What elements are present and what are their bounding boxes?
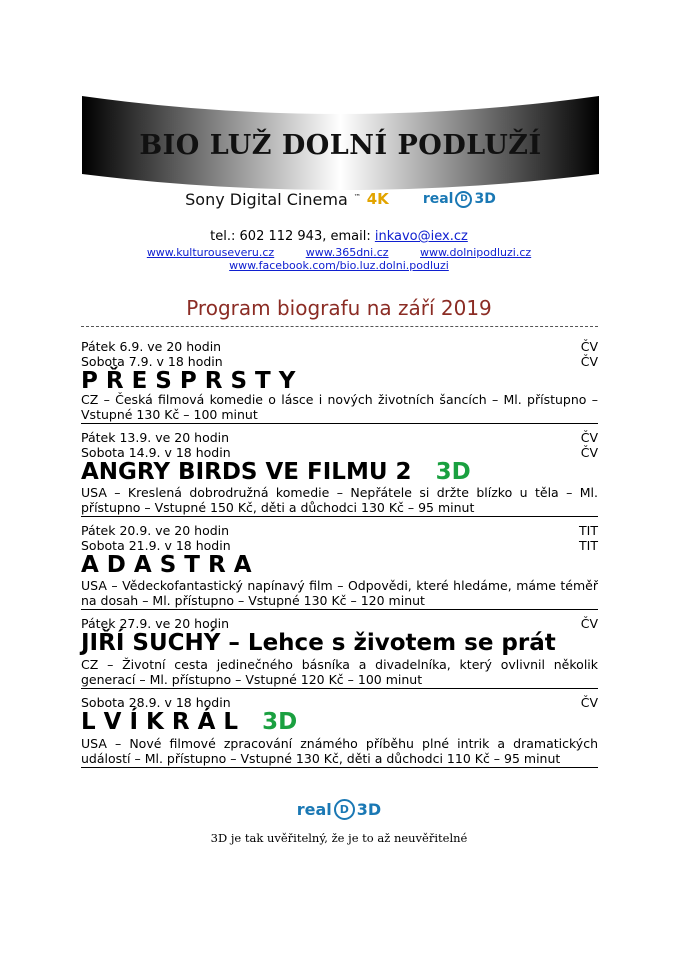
film-title	[81, 630, 598, 656]
screening-row	[81, 445, 598, 460]
screening-language: ČV	[580, 616, 598, 631]
sony-digital-cinema-logo	[82, 188, 599, 210]
screening-row	[81, 354, 598, 369]
link-kulturouseveru[interactable]: www.kulturouseveru.cz	[146, 246, 275, 259]
footer-slogan: 3D je tak uvěřitelný, že je to až neuvěřitelné	[210, 831, 468, 845]
film-description: CZ – Česká filmová komedie o lásce i nových životních šancích – Ml. přístupno – Vstupné 130 Kč – 100 minut	[81, 392, 598, 422]
screening-date: Sobota 7.9. v 18 hodin	[81, 354, 223, 369]
link-facebook[interactable]: www.facebook.com/bio.luz.dolni.podluzi	[229, 259, 449, 272]
screening-language: ČV	[580, 430, 598, 445]
telephone-text: tel.: 602 112 943, email:	[210, 229, 375, 244]
program-title: Program biografu na září 2019	[186, 296, 492, 320]
screening-date: Pátek 27.9. ve 20 hodin	[81, 616, 230, 631]
screening-language: ČV	[580, 339, 598, 354]
trademark-mark: ™	[353, 193, 361, 201]
web-links	[0, 246, 678, 272]
screening-row	[81, 538, 598, 553]
reald-3d-text: 3D	[474, 191, 496, 207]
screening-row	[81, 339, 598, 354]
screening-row	[81, 695, 598, 710]
film-description: CZ – Životní cesta jedinečného básníka a divadelníka, který ovlivnil několik generací – Ml. přístupno – Vstupné 120 Kč – 100 minut	[81, 657, 598, 687]
reald-text: real	[296, 800, 332, 819]
screening-date: Sobota 21.9. v 18 hodin	[81, 538, 231, 553]
film-divider	[81, 516, 598, 517]
screening-language: TIT	[579, 523, 598, 538]
screening-language: TIT	[579, 538, 598, 553]
film-title	[81, 552, 598, 578]
film-description: USA – Vědeckofantastický napínavý film – Odpovědi, které hledáme, máme téměř na dosah – Ml. přístupno – Vstupné 130 Kč – 120 minut	[81, 578, 598, 608]
screening-list	[81, 339, 598, 369]
screening-date: Pátek 13.9. ve 20 hodin	[81, 430, 230, 445]
screening-language: ČV	[580, 445, 598, 460]
4k-label: 4K	[366, 190, 389, 208]
reald-3d-footer-logo	[0, 799, 678, 820]
screening-row	[81, 430, 598, 445]
screening-row	[81, 523, 598, 538]
screening-list	[81, 695, 598, 710]
film-description: USA – Nové filmové zpracování známého příběhu plné intrik a dramatických událostí – Ml. přístupno – Vstupné 130 Kč, děti a důchodci 110 Kč – 95 minut	[81, 736, 598, 766]
film-title-text: P Ř E S P R S T Y	[81, 368, 296, 394]
3d-badge: 3D	[262, 709, 298, 735]
3d-badge: 3D	[435, 459, 471, 485]
email-link[interactable]: inkavo@iex.cz	[374, 229, 468, 244]
reald-text: real	[422, 191, 454, 207]
screening-date: Sobota 28.9. v 18 hodin	[81, 695, 231, 710]
link-dolnipodluzi[interactable]: www.dolnipodluzi.cz	[420, 246, 532, 259]
screening-row	[81, 616, 598, 631]
cinema-banner	[82, 96, 599, 220]
contact-line	[0, 229, 678, 244]
screening-list	[81, 523, 598, 553]
film-title-text: L V Í K R Á L	[81, 709, 239, 735]
reald-3d-logo	[423, 191, 496, 208]
film-divider	[81, 767, 598, 768]
film-title-text: ANGRY BIRDS VE FILMU 2	[81, 459, 412, 485]
reald-d-icon: D	[334, 799, 355, 820]
film-title	[81, 459, 598, 485]
film-divider	[81, 688, 598, 689]
dashed-divider	[81, 326, 598, 327]
screening-date: Pátek 20.9. ve 20 hodin	[81, 523, 230, 538]
screening-list	[81, 430, 598, 460]
film-divider	[81, 423, 598, 424]
cinema-name: BIO LUŽ DOLNÍ PODLUŽÍ	[139, 130, 542, 161]
film-title-text: A D A S T R A	[81, 552, 252, 578]
reald-d-icon: D	[455, 191, 472, 208]
screening-list	[81, 616, 598, 631]
screening-date: Pátek 6.9. ve 20 hodin	[81, 339, 222, 354]
film-divider	[81, 609, 598, 610]
film-title-text: JIŘÍ SUCHÝ – Lehce s životem se prát	[81, 630, 556, 656]
link-365dni[interactable]: www.365dni.cz	[305, 246, 389, 259]
film-title	[81, 368, 598, 394]
film-title	[81, 709, 598, 735]
screening-language: ČV	[580, 354, 598, 369]
screening-date: Sobota 14.9. v 18 hodin	[81, 445, 231, 460]
screening-language: ČV	[580, 695, 598, 710]
film-description: USA – Kreslená dobrodružná komedie – Nepřátele si držte blízko u těla – Ml. přístupno – Vstupné 150 Kč, děti a důchodci 130 Kč – 95 minut	[81, 485, 598, 515]
sony-brand-text: Sony Digital Cinema	[185, 189, 348, 209]
reald-3d-text: 3D	[356, 800, 382, 819]
